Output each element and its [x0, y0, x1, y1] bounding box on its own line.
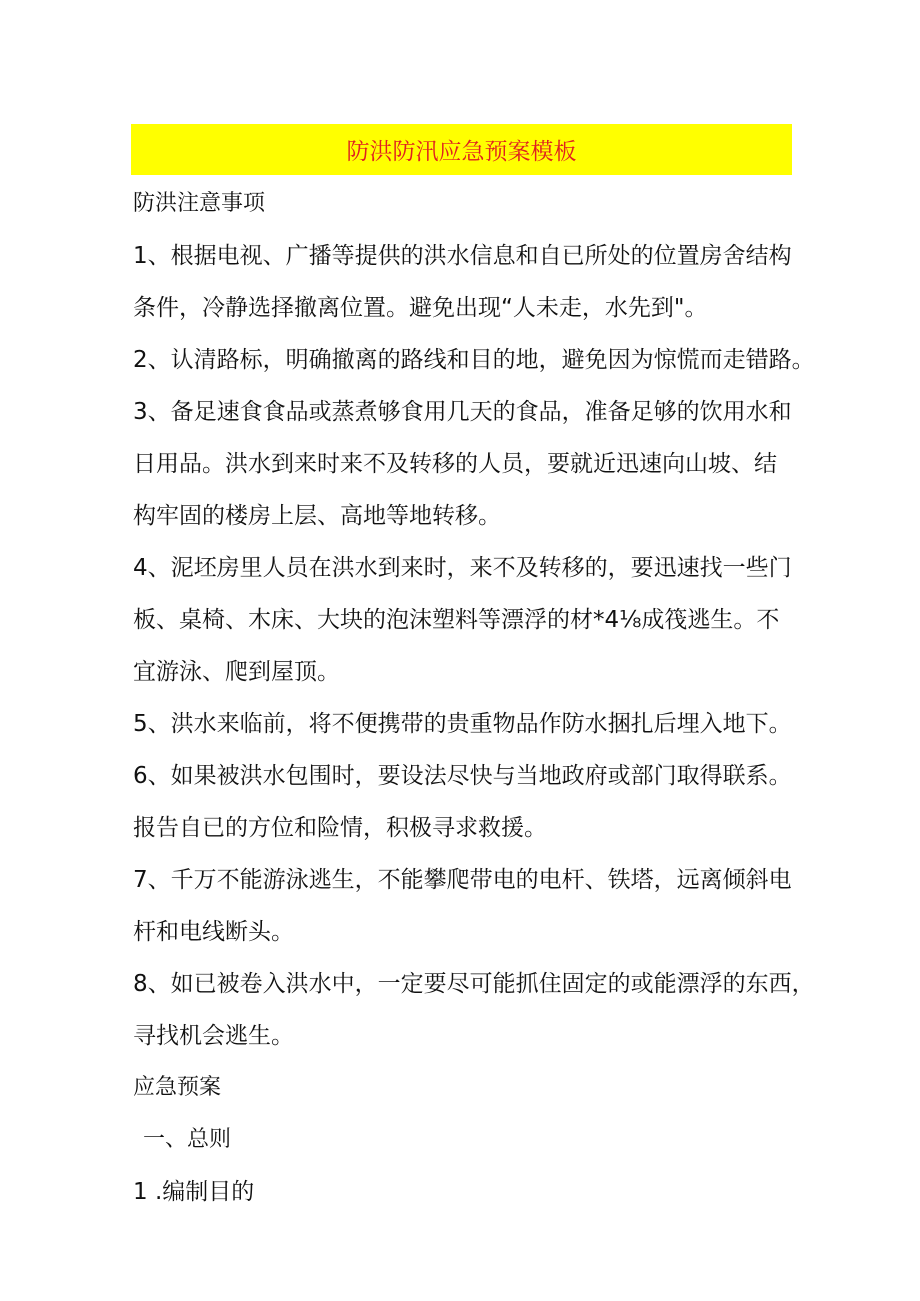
paragraph-line: 6、如果被洪水包围时，要设法尽快与当地政府或部门取得联系。: [133, 763, 792, 789]
paragraph-line: 板、桌椅、木床、大块的泡沫塑料等漂浮的材*4⅛成筏逃生。不: [133, 607, 780, 633]
document-body: [133, 189, 815, 1207]
section-heading-precautions: 防洪注意事项: [133, 191, 266, 216]
paragraph-line: 报告自已的方位和险情，积极寻求救援。: [133, 815, 547, 841]
subsubsection-heading-purpose: 1 .编制目的: [133, 1179, 255, 1205]
paragraph-line: 杆和电线断头。: [133, 919, 294, 945]
precaution-item-7: [133, 865, 793, 947]
precaution-item-2: [133, 345, 815, 375]
paragraph-line: 7、千万不能游泳逃生，不能攀爬带电的电杆、铁塔，远离倾斜电: [133, 867, 792, 893]
paragraph-line: 日用品。洪水到来时来不及转移的人员，要就近迅速向山坡、结: [133, 451, 777, 477]
paragraph-line: 2、认清路标，明确撤离的路线和目的地，避免因为惊慌而走错路。: [133, 347, 815, 373]
paragraph-line: 3、备足速食食品或蒸煮够食用几天的食品，准备足够的饮用水和: [133, 399, 792, 425]
paragraph-line: 构牢固的楼房上层、高地等地转移。: [133, 503, 501, 529]
precaution-item-4: [133, 553, 793, 687]
paragraph-line: 8、如已被卷入洪水中，一定要尽可能抓住固定的或能漂浮的东西，: [133, 971, 815, 997]
paragraph-line: 条件，冷静选择撤离位置。避免出现“人未走，水先到"。: [133, 295, 708, 321]
precaution-item-1: [133, 241, 793, 323]
precaution-item-3: [133, 397, 793, 531]
precaution-item-8: [133, 969, 815, 1051]
paragraph-line: 宜游泳、爬到屋顶。: [133, 659, 340, 685]
precaution-item-5: [133, 709, 793, 739]
paragraph-line: 寻找机会逃生。: [133, 1023, 294, 1049]
paragraph-line: 1、根据电视、广播等提供的洪水信息和自已所处的位置房舍结构: [133, 243, 792, 269]
title-banner: [131, 124, 792, 175]
document-title: 防洪防汛应急预案模板: [346, 139, 577, 165]
subsection-heading-general: 一、总则: [143, 1127, 232, 1152]
paragraph-line: 5、洪水来临前，将不便携带的贵重物品作防水捆扎后埋入地下。: [133, 711, 792, 737]
paragraph-line: 4、泥坯房里人员在洪水到来时，来不及转移的，要迅速找一些门: [133, 555, 792, 581]
precaution-item-6: [133, 761, 793, 843]
section-heading-emergency-plan: 应急预案: [133, 1075, 222, 1100]
